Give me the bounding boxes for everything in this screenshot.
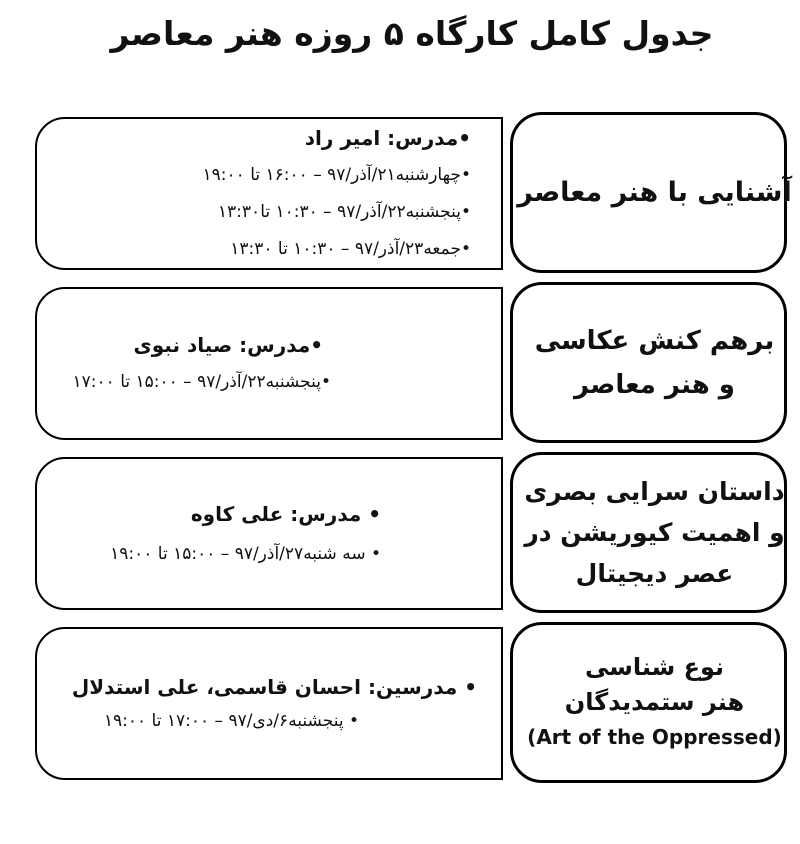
course-3-title-line-2: و اهمیت کیوریشن در	[524, 518, 785, 547]
session-1-schedule-line-1: •چهارشنبه۲۱/آذر/۹۷ – ۱۶:۰۰ تا ۱۹:۰۰	[202, 164, 471, 185]
session-4-details-box	[35, 627, 503, 780]
course-3-title-line-1: داستان سرایی بصری	[524, 477, 785, 506]
course-4-title-english-line: (Art of the Oppressed)	[527, 725, 782, 749]
session-4-schedule-line-1: • پنجشنبه۶/دی/۹۷ – ۱۷:۰۰ تا ۱۹:۰۰	[103, 710, 359, 731]
course-3-title-box	[510, 452, 787, 613]
session-2-instructor-line: •مدرس: صیاد نبوی	[133, 332, 323, 357]
course-4-title-line-2: هنر ستمدیدگان	[564, 688, 745, 716]
page-title: جدول کامل کارگاه ۵ روزه هنر معاصر	[110, 14, 714, 53]
course-1-title-line-1: آشنایی با هنر معاصر	[517, 177, 792, 208]
course-2-title-line-2: و هنر معاصر	[574, 369, 735, 400]
session-1-instructor-line: •مدرس: امیر راد	[304, 125, 471, 150]
course-3-title-line-3: عصر دیجیتال	[575, 559, 734, 588]
course-4-title-box	[510, 622, 787, 783]
session-2-schedule-line-1: •پنجشنبه۲۲/آذر/۹۷ – ۱۵:۰۰ تا ۱۷:۰۰	[72, 371, 331, 392]
course-2-title-box	[510, 282, 787, 443]
session-1-schedule-line-2: •پنجشنبه۲۲/آذر/۹۷ – ۱۰:۳۰ تا۱۳:۳۰	[217, 201, 471, 222]
session-3-schedule-line-1: • سه شنبه۲۷/آذر/۹۷ – ۱۵:۰۰ تا ۱۹:۰۰	[110, 543, 381, 564]
session-4-instructor-line: • مدرسین: احسان قاسمی، علی استدلال	[71, 674, 477, 699]
session-3-instructor-line: • مدرس: علی کاوه	[190, 501, 381, 526]
course-1-title-box	[510, 112, 792, 273]
session-1-details-box	[35, 117, 503, 270]
session-3-details-box	[35, 457, 503, 610]
course-2-title-line-1: برهم کنش عکاسی	[534, 325, 775, 356]
session-2-details-box	[35, 287, 503, 440]
session-1-schedule-line-3: •جمعه۲۳/آذر/۹۷ – ۱۰:۳۰ تا ۱۳:۳۰	[230, 238, 471, 259]
course-4-title-line-1: نوع شناسی	[584, 653, 725, 681]
